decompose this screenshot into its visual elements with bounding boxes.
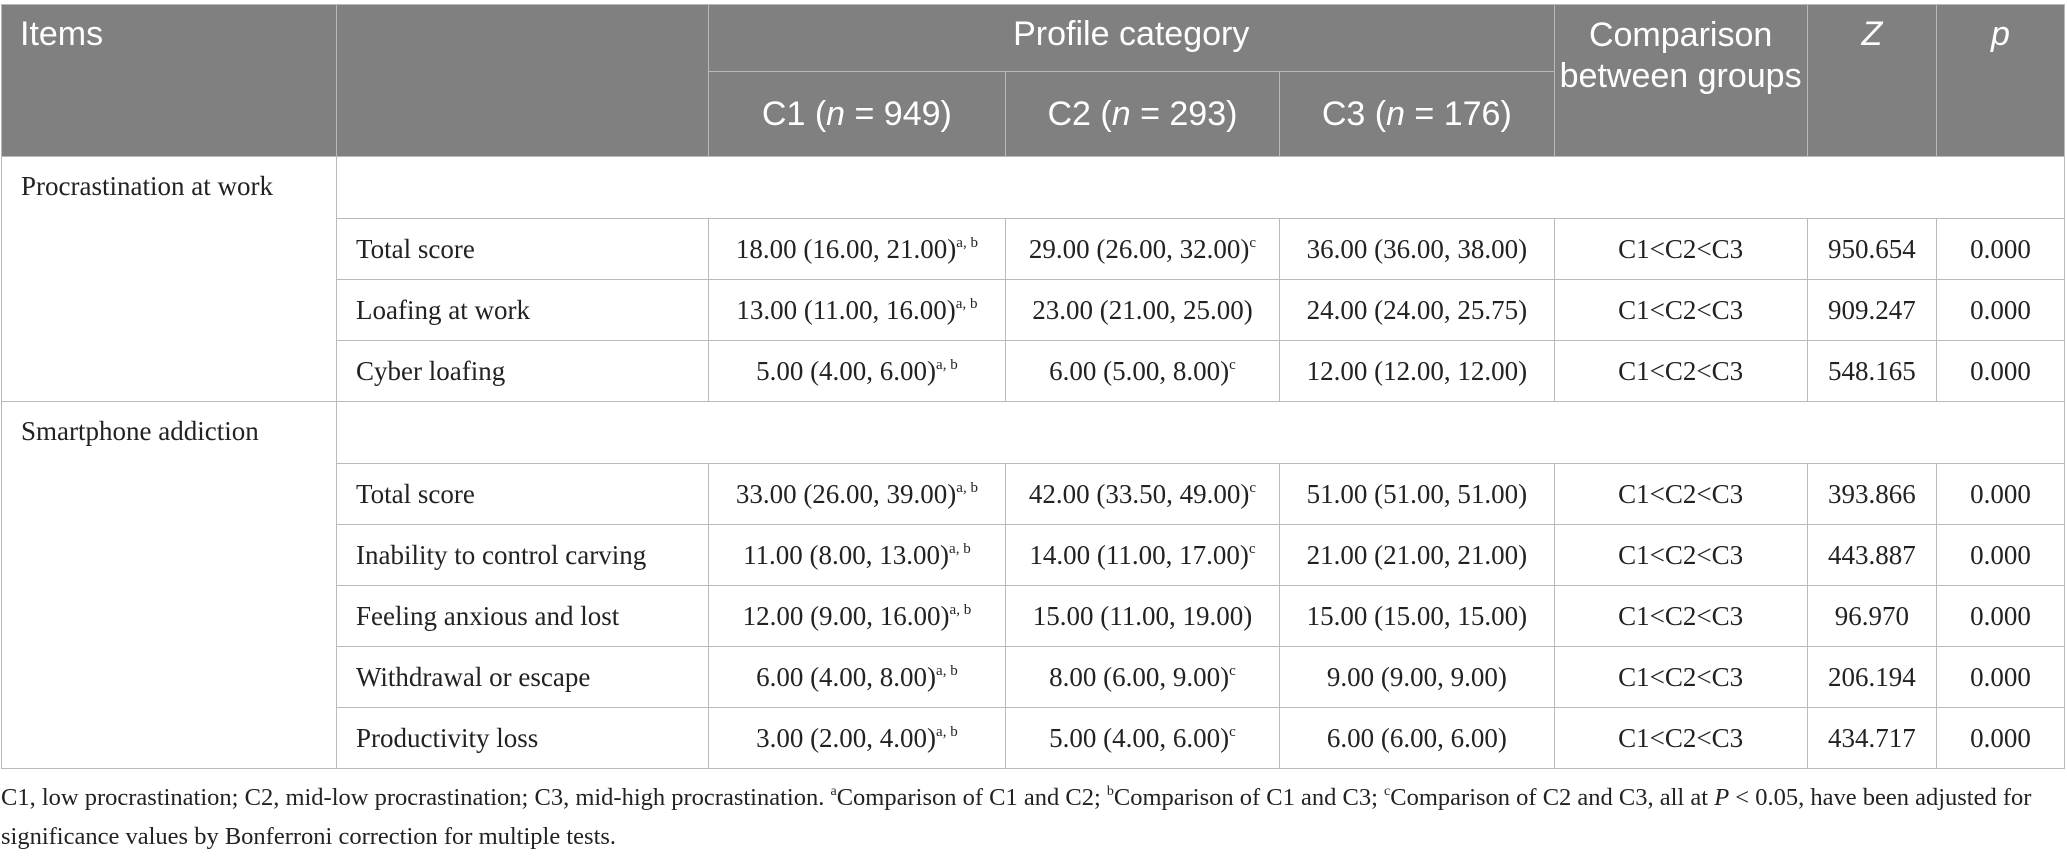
p-cell [1937, 341, 2065, 402]
item-cell [337, 219, 709, 280]
cell-superscript: a, b [956, 234, 978, 251]
z-cell [1807, 219, 1936, 280]
cell-superscript: a, b [949, 540, 971, 557]
cell-value: 96.970 [1834, 600, 1909, 631]
cell-value: 206.194 [1828, 661, 1916, 692]
cell-value: 0.000 [1970, 661, 2031, 692]
cell-value: 21.00 (21.00, 21.00) [1306, 539, 1528, 570]
c2-header: C2 (n = 293) [1005, 72, 1279, 157]
z-cell [1807, 280, 1936, 341]
c2-cell [1005, 464, 1279, 525]
cell-value: 13.00 (11.00, 16.00) [736, 294, 956, 325]
cell-value: Total score [356, 478, 475, 509]
cell-superscript: c [1249, 479, 1257, 496]
item-cell [337, 586, 709, 647]
comparison-cell [1554, 525, 1807, 586]
item-cell [337, 464, 709, 525]
cell-value: Withdrawal or escape [356, 661, 591, 692]
cell-value: 3.00 (2.00, 4.00) [756, 722, 937, 753]
z-cell [1807, 708, 1936, 769]
cell-superscript: c [1248, 540, 1256, 557]
section-title: Procrastination at work [2, 157, 337, 402]
c2-cell [1005, 586, 1279, 647]
cell-value: 18.00 (16.00, 21.00) [735, 233, 957, 264]
c1-cell [709, 341, 1006, 402]
cell-value: 0.000 [1970, 233, 2031, 264]
comparison-cell [1554, 280, 1807, 341]
cell-value: C1<C2<C3 [1618, 600, 1744, 631]
cell-value: 0.000 [1970, 478, 2031, 509]
cell-value: 36.00 (36.00, 38.00) [1306, 233, 1528, 264]
cell-value: 12.00 (12.00, 12.00) [1306, 355, 1528, 386]
z-cell [1807, 647, 1936, 708]
cell-value: 393.866 [1828, 478, 1916, 509]
item-cell [337, 525, 709, 586]
cell-value: 548.165 [1828, 355, 1916, 386]
c1-cell [709, 647, 1006, 708]
c1-cell [709, 219, 1006, 280]
profile-category-header: Profile category [709, 5, 1555, 72]
comparison-cell [1554, 219, 1807, 280]
c1-cell [709, 586, 1006, 647]
c3-cell [1280, 464, 1554, 525]
z-cell [1807, 341, 1936, 402]
c2-cell [1005, 525, 1279, 586]
cell-value: 6.00 (5.00, 8.00) [1049, 355, 1230, 386]
comparison-cell [1554, 464, 1807, 525]
cell-value: C1<C2<C3 [1618, 539, 1744, 570]
c2-cell [1005, 647, 1279, 708]
z-cell [1807, 464, 1936, 525]
c3-cell [1280, 586, 1554, 647]
c1-cell [709, 525, 1006, 586]
cell-superscript: a, b [949, 601, 972, 618]
cell-value: C1<C2<C3 [1618, 294, 1744, 325]
cell-value: 0.000 [1970, 600, 2031, 631]
c2-cell [1005, 708, 1279, 769]
c1-cell [709, 708, 1006, 769]
c2-cell [1005, 280, 1279, 341]
p-cell [1937, 525, 2065, 586]
results-table [1, 4, 2065, 769]
cell-value: 443.887 [1828, 539, 1916, 570]
cell-value: 0.000 [1970, 722, 2031, 753]
p-cell [1937, 647, 2065, 708]
p-cell [1937, 280, 2065, 341]
cell-superscript: a, b [955, 295, 978, 312]
c1-header: C1 (n = 949) [709, 72, 1006, 157]
cell-superscript: a, b [936, 723, 958, 740]
comparison-header: Comparison between groups [1554, 5, 1807, 157]
c2-cell [1005, 341, 1279, 402]
z-cell [1807, 586, 1936, 647]
comparison-cell [1554, 586, 1807, 647]
comparison-cell [1554, 341, 1807, 402]
table-header [2, 5, 2065, 157]
section-spacer [337, 157, 2065, 219]
cell-value: C1<C2<C3 [1618, 722, 1744, 753]
cell-superscript: c [1229, 356, 1236, 373]
cell-value: 5.00 (4.00, 6.00) [1049, 722, 1230, 753]
c3-cell [1280, 280, 1554, 341]
c1-cell [709, 464, 1006, 525]
cell-value: 12.00 (9.00, 16.00) [742, 600, 950, 631]
c3-header: C3 (n = 176) [1280, 72, 1554, 157]
z-cell [1807, 525, 1936, 586]
comparison-cell [1554, 647, 1807, 708]
table-body [2, 157, 2065, 769]
cell-value: 51.00 (51.00, 51.00) [1306, 478, 1528, 509]
item-cell [337, 647, 709, 708]
cell-value: Productivity loss [356, 722, 539, 753]
cell-value: 6.00 (6.00, 6.00) [1326, 722, 1507, 753]
cell-value: 0.000 [1970, 539, 2031, 570]
cell-value: C1<C2<C3 [1618, 233, 1744, 264]
cell-value: 14.00 (11.00, 17.00) [1029, 539, 1249, 570]
cell-value: 8.00 (6.00, 9.00) [1049, 661, 1230, 692]
cell-value: C1<C2<C3 [1618, 355, 1744, 386]
table-footnote: C1, low procrastination; C2, mid-low procrastination; C3, mid-high procrastination. $^a$Comparison of C1 and C2; $^b$Comparison of C1 and C3; $^c$Comparison of C2 and C3, all at P < 0.05, have been adjusted for significance values by Bonferroni correction for multiple tests. [1, 784, 2032, 850]
c3-cell [1280, 219, 1554, 280]
cell-value: 5.00 (4.00, 6.00) [756, 355, 937, 386]
cell-superscript: c [1229, 662, 1236, 679]
cell-value: 950.654 [1828, 233, 1916, 264]
item-cell [337, 280, 709, 341]
c3-cell [1280, 341, 1554, 402]
cell-value: Total score [356, 233, 475, 264]
cell-value: 9.00 (9.00, 9.00) [1326, 661, 1507, 692]
p-cell [1937, 219, 2065, 280]
cell-superscript: c [1249, 234, 1257, 251]
item-cell [337, 341, 709, 402]
p-cell [1937, 464, 2065, 525]
subitem-header [337, 5, 709, 157]
p-cell [1937, 708, 2065, 769]
cell-superscript: a, b [936, 356, 958, 373]
items-header: Items [2, 5, 337, 157]
comparison-cell [1554, 708, 1807, 769]
cell-value: 11.00 (8.00, 13.00) [743, 539, 950, 570]
cell-value: 909.247 [1828, 294, 1916, 325]
c3-cell [1280, 525, 1554, 586]
cell-superscript: a, b [936, 662, 958, 679]
cell-value: C1<C2<C3 [1618, 478, 1744, 509]
cell-value: 15.00 (15.00, 15.00) [1306, 600, 1528, 631]
cell-value: C1<C2<C3 [1618, 661, 1744, 692]
cell-superscript: a, b [956, 479, 978, 496]
item-cell [337, 708, 709, 769]
z-header: Z [1807, 5, 1936, 157]
section-row [2, 402, 2065, 464]
cell-superscript: c [1229, 723, 1236, 740]
cell-value: 15.00 (11.00, 19.00) [1032, 600, 1253, 631]
cell-value: Inability to control carving [356, 539, 647, 570]
cell-value: Loafing at work [356, 294, 530, 325]
cell-value: 24.00 (24.00, 25.75) [1306, 294, 1528, 325]
cell-value: 42.00 (33.50, 49.00) [1028, 478, 1250, 509]
section-row [2, 157, 2065, 219]
cell-value: 434.717 [1828, 722, 1916, 753]
cell-value: 0.000 [1970, 294, 2031, 325]
c1-cell [709, 280, 1006, 341]
p-cell [1937, 586, 2065, 647]
cell-value: 0.000 [1970, 355, 2031, 386]
cell-value: 33.00 (26.00, 39.00) [735, 478, 957, 509]
cell-value: Cyber loafing [356, 355, 506, 386]
p-header: p [1937, 5, 2065, 157]
cell-value: 29.00 (26.00, 32.00) [1028, 233, 1250, 264]
section-spacer [337, 402, 2065, 464]
c3-cell [1280, 708, 1554, 769]
cell-value: 6.00 (4.00, 8.00) [756, 661, 937, 692]
c2-cell [1005, 219, 1279, 280]
section-title: Smartphone addiction [2, 402, 337, 769]
cell-value: 23.00 (21.00, 25.00) [1032, 294, 1253, 325]
c3-cell [1280, 647, 1554, 708]
cell-value: Feeling anxious and lost [356, 600, 620, 631]
